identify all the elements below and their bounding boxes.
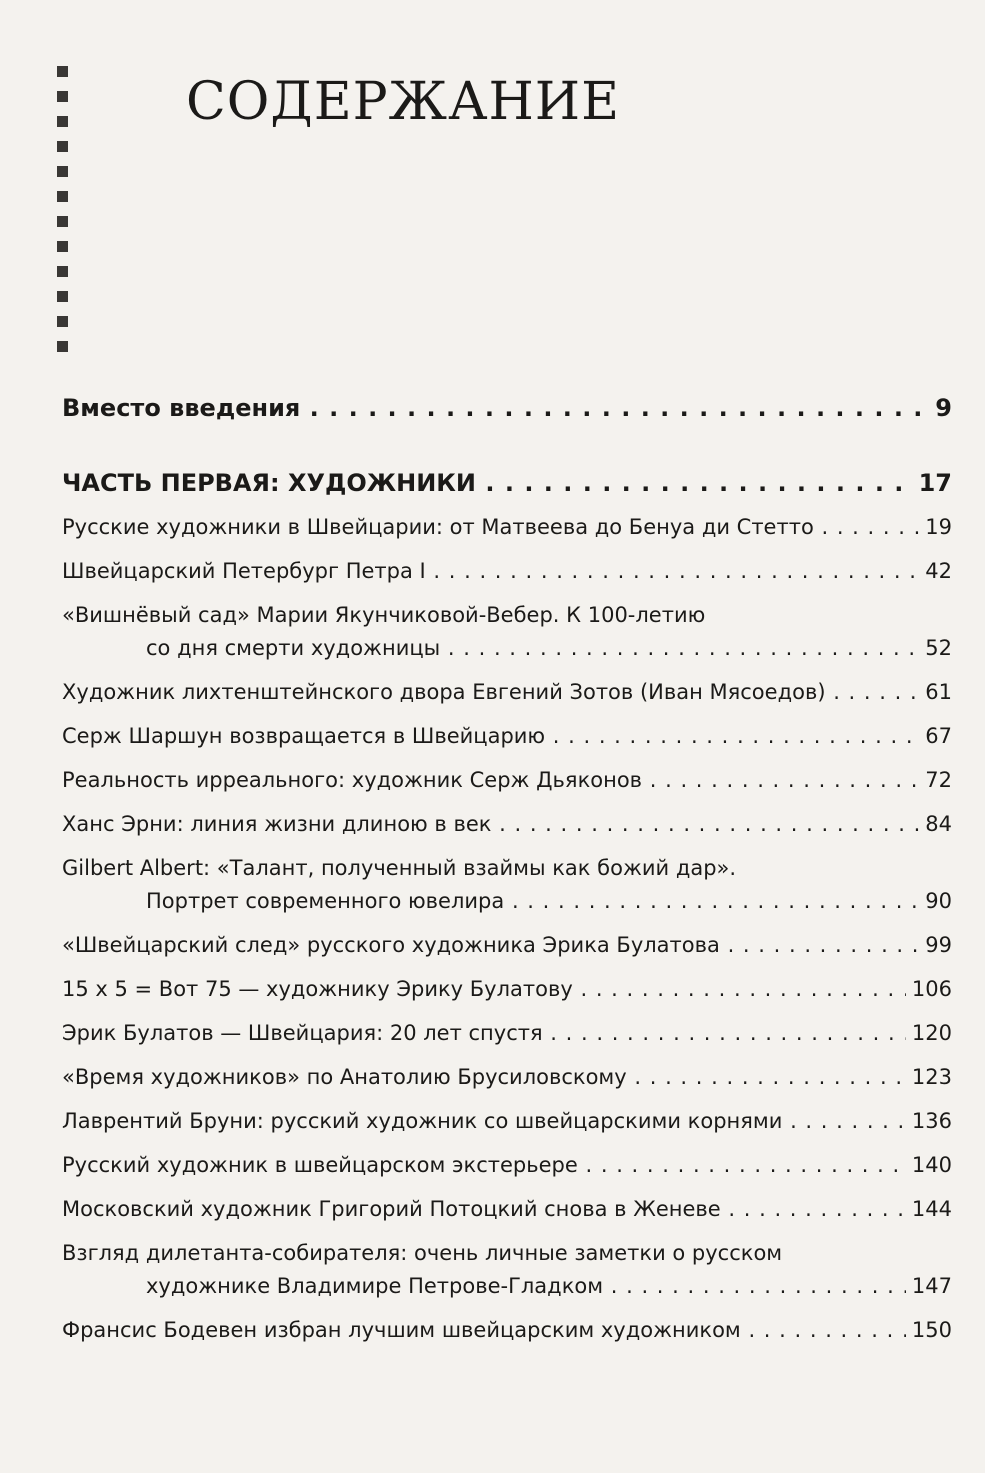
tab-mark	[57, 341, 68, 352]
side-tab-marks	[57, 66, 68, 366]
toc-entry-title: Gilbert Albert: «Талант, полученный взаймы как божий дар».	[62, 856, 737, 880]
toc-entry	[62, 1105, 952, 1138]
toc-page-number: 9	[935, 394, 952, 422]
toc-page-number: 90	[925, 889, 952, 913]
toc-entry-title: Московский художник Григорий Потоцкий снова в Женеве . . .	[62, 1193, 906, 1226]
toc-page-number: 61	[925, 680, 952, 704]
toc-entry	[62, 764, 952, 797]
toc-entry-title: Швейцарский Петербург Петра I . . .	[62, 555, 919, 588]
toc-entry	[62, 1149, 952, 1182]
toc-entry-title: «Швейцарский след» русского художника Эрика Булатова . . .	[62, 929, 919, 962]
toc-entry-title: Вместо введения . . .	[62, 392, 929, 425]
toc-entry-title: Реальность ирреального: художник Серж Дьяконов . . .	[62, 764, 919, 797]
toc-page-number: 67	[925, 724, 952, 748]
tab-mark	[57, 316, 68, 327]
toc-entry	[62, 555, 952, 588]
toc-page-number: 84	[925, 812, 952, 836]
toc-entry-title: Ханс Эрни: линия жизни длиною в век . . .	[62, 808, 919, 841]
toc-entry-title: Русские художники в Швейцарии: от Матвеева до Бенуа ди Стетто . . .	[62, 511, 919, 544]
toc-entry	[62, 599, 952, 665]
toc-entry-title: Художник лихтенштейнского двора Евгений Зотов (Иван Мясоедов) . . .	[62, 676, 919, 709]
toc-entry	[62, 1237, 952, 1303]
toc-page-number: 123	[911, 1065, 952, 1089]
toc-page-number: 42	[925, 559, 952, 583]
toc-entry-title: Серж Шаршун возвращается в Швейцарию . . .	[62, 720, 919, 753]
toc-entry	[62, 1061, 952, 1094]
toc-page-number: 140	[911, 1153, 952, 1177]
toc-page-number: 19	[925, 515, 952, 539]
toc-page-number: 150	[911, 1318, 952, 1342]
toc-entry-subtitle: художнике Владимире Петрове-Гладком . . .	[146, 1270, 906, 1303]
toc-page-number: 99	[925, 933, 952, 957]
tab-mark	[57, 291, 68, 302]
toc-entry	[62, 808, 952, 841]
toc-entry	[62, 1314, 952, 1347]
toc-page-number: 120	[911, 1021, 952, 1045]
toc-entry	[62, 720, 952, 753]
toc-page-number: 52	[925, 636, 952, 660]
tab-mark	[57, 266, 68, 277]
toc-page-number: 144	[911, 1197, 952, 1221]
toc-entry-title: Эрик Булатов — Швейцария: 20 лет спустя . . .	[62, 1017, 906, 1050]
table-of-contents	[62, 392, 952, 1347]
toc-entry-title: ЧАСТЬ ПЕРВАЯ: ХУДОЖНИКИ . . .	[62, 467, 913, 500]
tab-mark	[57, 216, 68, 227]
tab-mark	[57, 191, 68, 202]
toc-page-number: 72	[925, 768, 952, 792]
toc-entry	[62, 852, 952, 918]
toc-entry-title: «Вишнёвый сад» Марии Якунчиковой-Вебер. К 100-летию	[62, 603, 706, 627]
toc-entry-title: Лаврентий Бруни: русский художник со швейцарскими корнями . . .	[62, 1105, 906, 1138]
toc-page-number: 17	[918, 469, 952, 497]
toc-page-number: 147	[911, 1274, 952, 1298]
toc-entry-title: «Время художников» по Анатолию Брусиловскому . . .	[62, 1061, 906, 1094]
toc-entry	[62, 676, 952, 709]
toc-entry	[62, 1017, 952, 1050]
toc-page-number: 136	[911, 1109, 952, 1133]
toc-entry-title: 15 x 5 = Вот 75 — художнику Эрику Булатову . . .	[62, 973, 906, 1006]
toc-entry	[62, 929, 952, 962]
toc-entry	[62, 973, 952, 1006]
tab-mark	[57, 141, 68, 152]
toc-entry-subtitle: Портрет современного ювелира . . .	[146, 885, 919, 918]
tab-mark	[57, 66, 68, 77]
toc-entry-title: Франсис Бодевен избран лучшим швейцарским художником . . .	[62, 1314, 906, 1347]
page-title: СОДЕРЖАНИЕ	[186, 72, 621, 132]
toc-intro	[62, 392, 952, 425]
toc-page-number: 106	[911, 977, 952, 1001]
tab-mark	[57, 166, 68, 177]
toc-part-heading	[62, 467, 952, 500]
toc-entry-title: Русский художник в швейцарском экстерьере . . .	[62, 1149, 906, 1182]
tab-mark	[57, 116, 68, 127]
tab-mark	[57, 241, 68, 252]
tab-mark	[57, 91, 68, 102]
toc-entry-title: Взгляд дилетанта-собирателя: очень личные заметки о русском	[62, 1241, 783, 1265]
toc-entry-subtitle: со дня смерти художницы . . .	[146, 632, 919, 665]
toc-entry	[62, 511, 952, 544]
toc-entry	[62, 1193, 952, 1226]
